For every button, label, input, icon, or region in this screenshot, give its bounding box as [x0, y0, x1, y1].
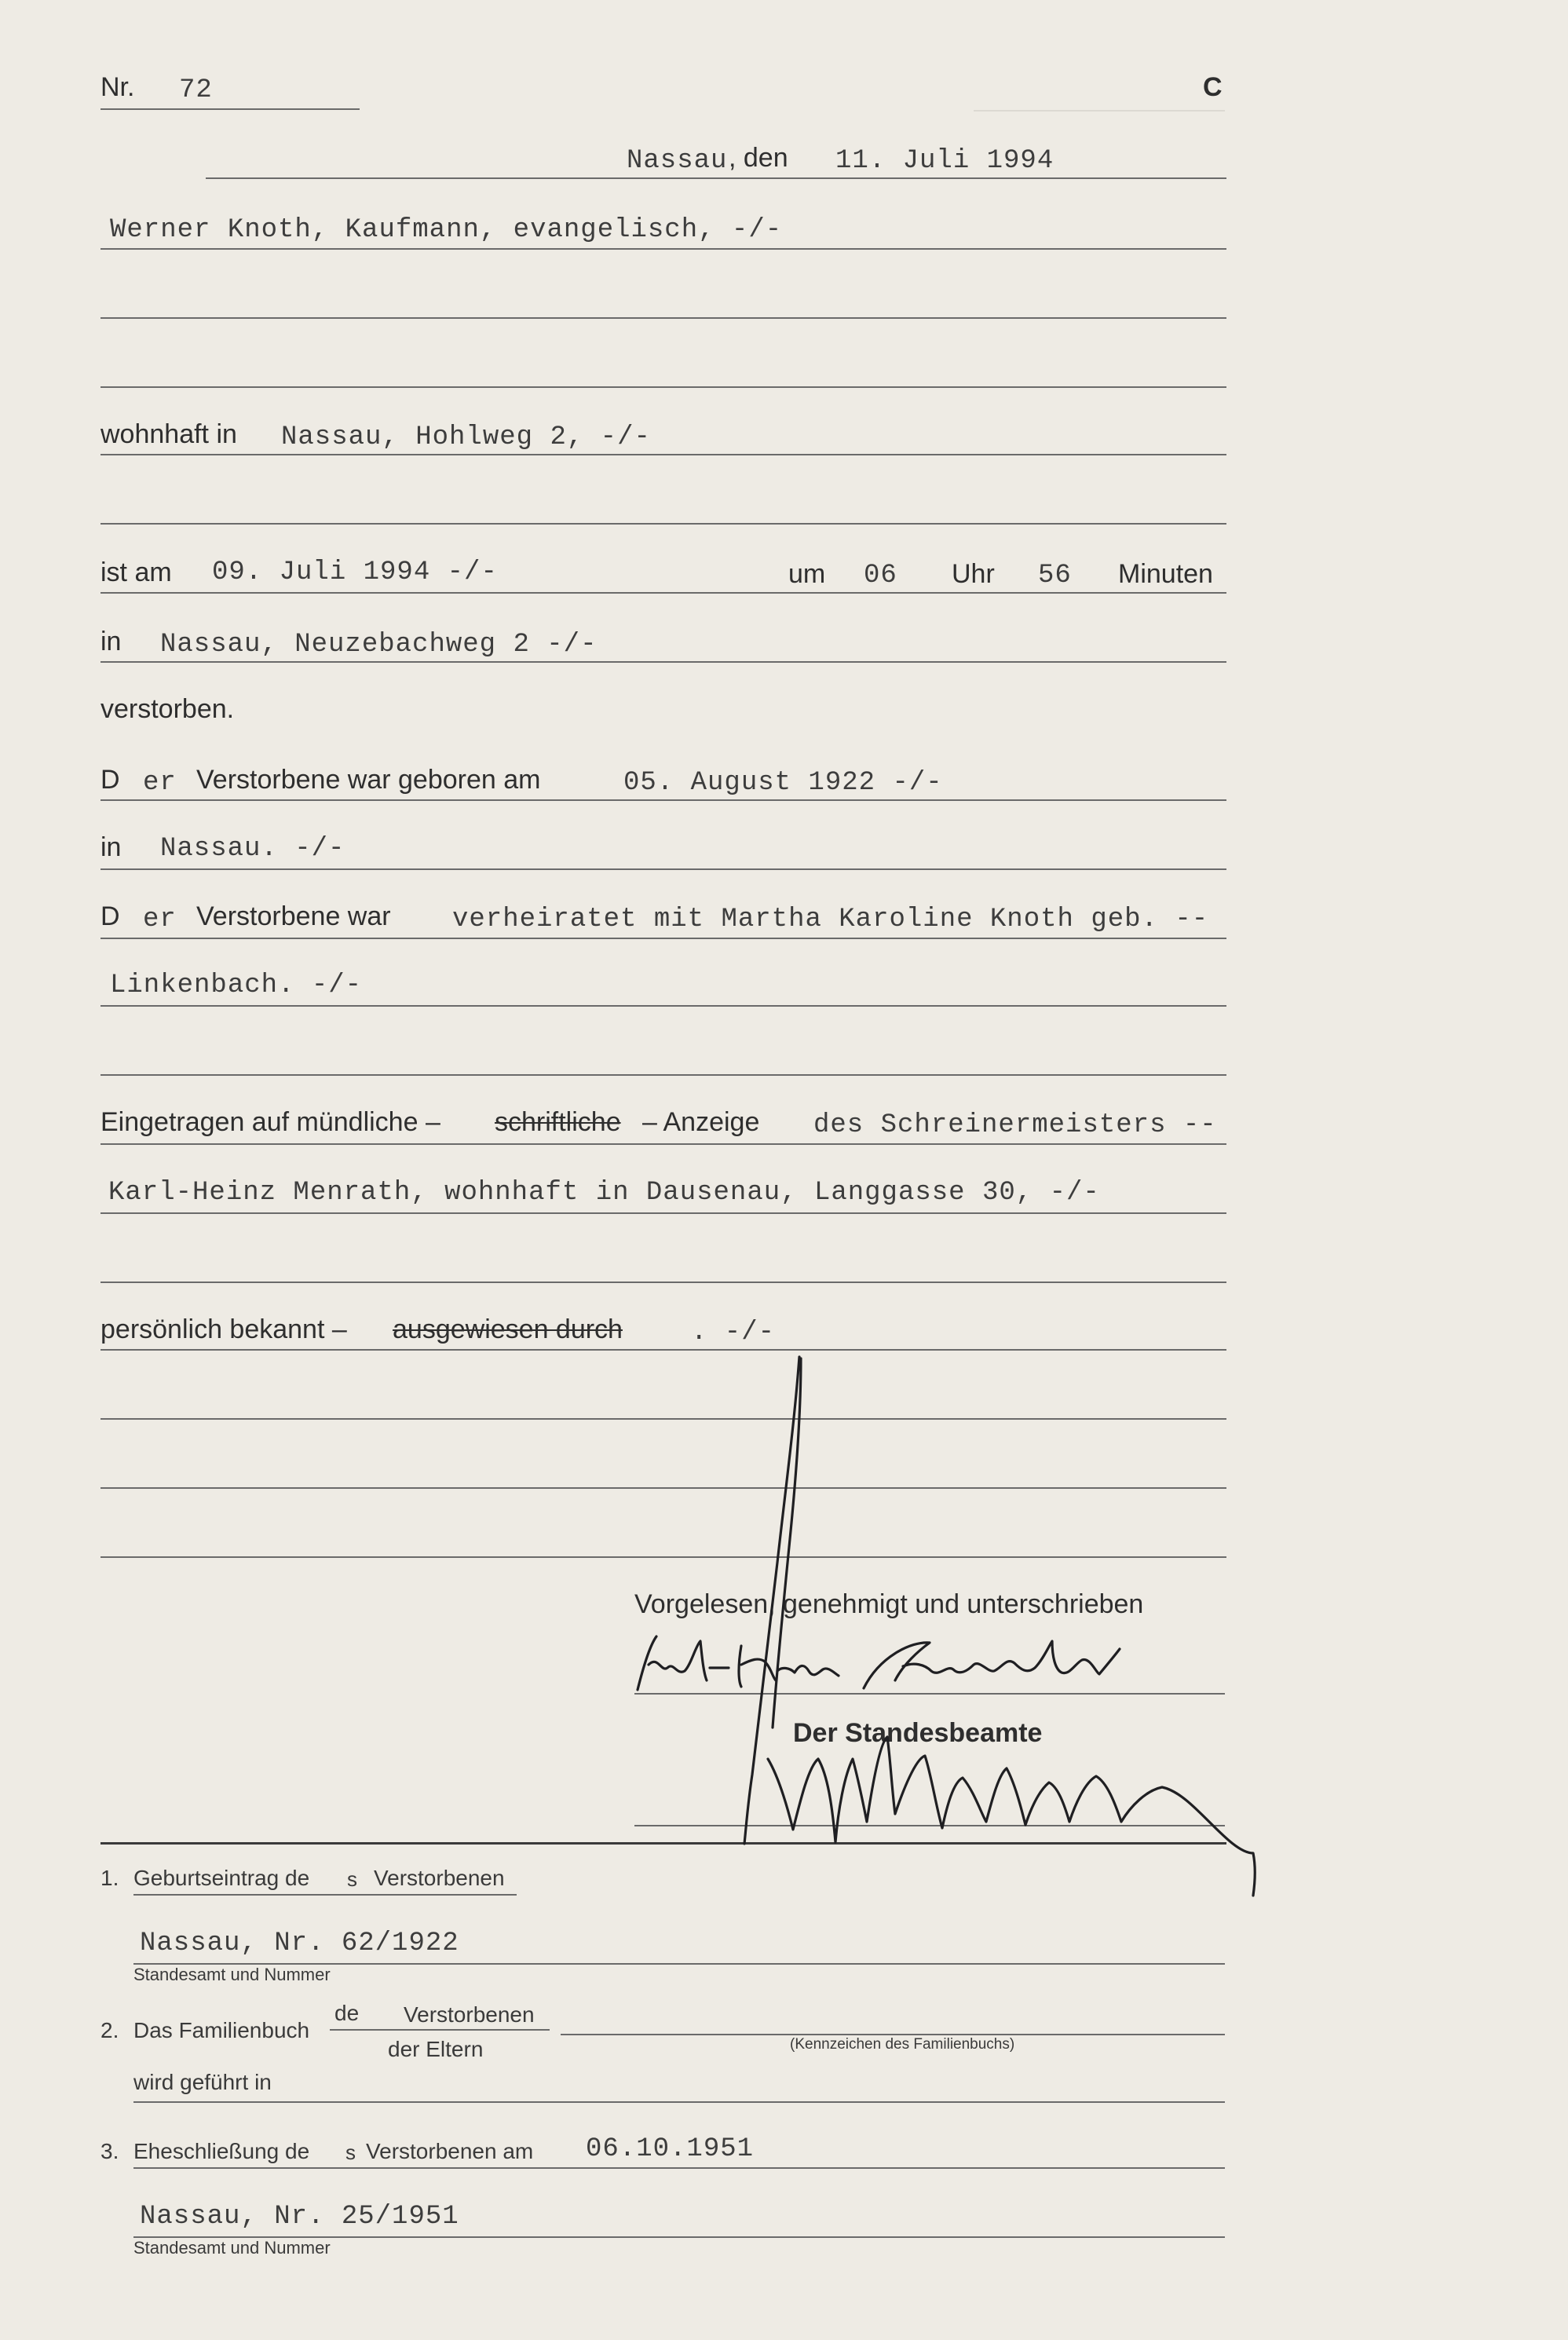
note-1-number: 1.: [101, 1866, 119, 1890]
birth-place-underline: [101, 868, 1226, 870]
bleed-through-line: [974, 110, 1225, 112]
note-2-option-deceased: Verstorbenen: [404, 2002, 535, 2027]
nr-value: 72: [179, 75, 213, 105]
note-2-de: de: [334, 2001, 360, 2025]
identity-underline-2: [101, 1418, 1226, 1420]
uhr-label: Uhr: [952, 559, 995, 589]
report-underline-2: [101, 1212, 1226, 1214]
marital-underline-1: [101, 938, 1226, 939]
person-underline-3: [101, 386, 1226, 388]
birth-in-label: in: [101, 832, 122, 862]
registrar-signature: [744, 1357, 1255, 1896]
report-label-suffix: – Anzeige: [642, 1107, 760, 1137]
wohnhaft-label: wohnhaft in: [101, 419, 237, 449]
ist-am-label: ist am: [101, 558, 172, 587]
nr-label: Nr.: [101, 72, 135, 102]
report-underline-1: [101, 1143, 1226, 1145]
note-2-underline-2: [133, 2101, 1225, 2103]
marital-underline-2: [101, 1005, 1226, 1007]
identity-label-struck: ausgewiesen durch: [393, 1314, 623, 1344]
marital-label: Verstorbene war: [196, 901, 391, 931]
read-approved-label: Vorgelesen, genehmigt und unterschrieben: [634, 1589, 1144, 1619]
nr-underline: [101, 108, 360, 110]
note-3-label-2: Verstorbenen am: [366, 2139, 534, 2163]
report-underline-3: [101, 1282, 1226, 1283]
note-2-option-parents: der Eltern: [388, 2037, 484, 2061]
birth-date: 05. August 1922 -/-: [623, 768, 943, 798]
corner-letter: C: [1203, 72, 1223, 102]
date-value: 11. Juli 1994: [835, 146, 1054, 176]
identity-value: . -/-: [691, 1318, 776, 1347]
marital-er: er: [143, 905, 177, 934]
informant-signature: [638, 1636, 1120, 1690]
um-label: um: [788, 559, 826, 589]
identity-underline-4: [101, 1556, 1226, 1558]
birth-er: er: [143, 768, 177, 798]
death-in-label: in: [101, 627, 122, 656]
note-1-label-2: Verstorbenen: [374, 1866, 505, 1890]
note-1-label-underline: [133, 1894, 517, 1896]
birth-d-label: D: [101, 765, 120, 795]
person-underline-1: [101, 248, 1226, 250]
report-label-prefix: Eingetragen auf mündliche –: [101, 1107, 440, 1137]
marital-d-label: D: [101, 901, 120, 931]
den-label: , den: [729, 143, 788, 173]
identity-underline-3: [101, 1487, 1226, 1489]
wohnhaft-underline-2: [101, 523, 1226, 525]
marital-value-2: Linkenbach. -/-: [110, 971, 363, 1000]
note-3-value: Nassau, Nr. 25/1951: [140, 2202, 459, 2232]
note-2-number: 2.: [101, 2018, 119, 2042]
note-3-caption: Standesamt und Nummer: [133, 2238, 331, 2258]
wohnhaft-underline: [101, 454, 1226, 455]
death-date-underline: [101, 592, 1226, 594]
marital-value-1: verheiratet mit Martha Karoline Knoth geb. --: [452, 905, 1209, 934]
note-2-value-underline: [561, 2034, 1225, 2035]
minuten-label: Minuten: [1118, 559, 1213, 589]
identity-underline-1: [101, 1349, 1226, 1351]
note-3-number: 3.: [101, 2139, 119, 2163]
note-3-date: 06.10.1951: [586, 2134, 755, 2164]
section-divider: [101, 1842, 1226, 1845]
note-2-label: Das Familienbuch: [133, 2018, 310, 2042]
death-place-underline: [101, 661, 1226, 663]
note-2-label-2: wird geführt in: [133, 2070, 272, 2094]
informant-signature-line: [634, 1693, 1225, 1695]
note-1-caption: Standesamt und Nummer: [133, 1965, 331, 1984]
note-1-value: Nassau, Nr. 62/1922: [140, 1929, 459, 1958]
identity-label: persönlich bekannt –: [101, 1314, 347, 1344]
date-underline: [206, 177, 1226, 179]
death-date: 09. Juli 1994 -/-: [212, 558, 498, 587]
verstorben-label: verstorben.: [101, 694, 235, 724]
note-1-label: Geburtseintrag de: [133, 1866, 310, 1890]
registrar-signature-line: [634, 1825, 1225, 1826]
report-value-1: des Schreinermeisters --: [813, 1110, 1217, 1140]
report-label-struck: schriftliche: [495, 1107, 621, 1137]
place-value: Nassau: [627, 146, 728, 176]
registrar-label: Der Standesbeamte: [793, 1718, 1043, 1748]
death-place: Nassau, Neuzebachweg 2 -/-: [160, 630, 598, 660]
person-underline-2: [101, 317, 1226, 319]
report-value-2: Karl-Heinz Menrath, wohnhaft in Dausenau, Langgasse 30, -/-: [108, 1178, 1100, 1208]
marital-underline-3: [101, 1074, 1226, 1076]
birth-date-underline: [101, 799, 1226, 801]
death-hour: 06: [864, 561, 897, 590]
death-minutes: 56: [1038, 561, 1072, 590]
note-2-caption: (Kennzeichen des Familienbuchs): [790, 2036, 1015, 2053]
note-1-s: s: [347, 1867, 357, 1891]
note-3-label: Eheschließung de: [133, 2139, 310, 2163]
person-line-1: Werner Knoth, Kaufmann, evangelisch, -/-: [110, 215, 783, 245]
wohnhaft-value: Nassau, Hohlweg 2, -/-: [281, 422, 651, 452]
birth-label: Verstorbene war geboren am: [196, 765, 541, 795]
note-2-option-divider: [330, 2029, 550, 2031]
note-3-underline: [133, 2167, 1225, 2169]
note-3-s: s: [345, 2141, 356, 2164]
birth-place: Nassau. -/-: [160, 834, 345, 864]
